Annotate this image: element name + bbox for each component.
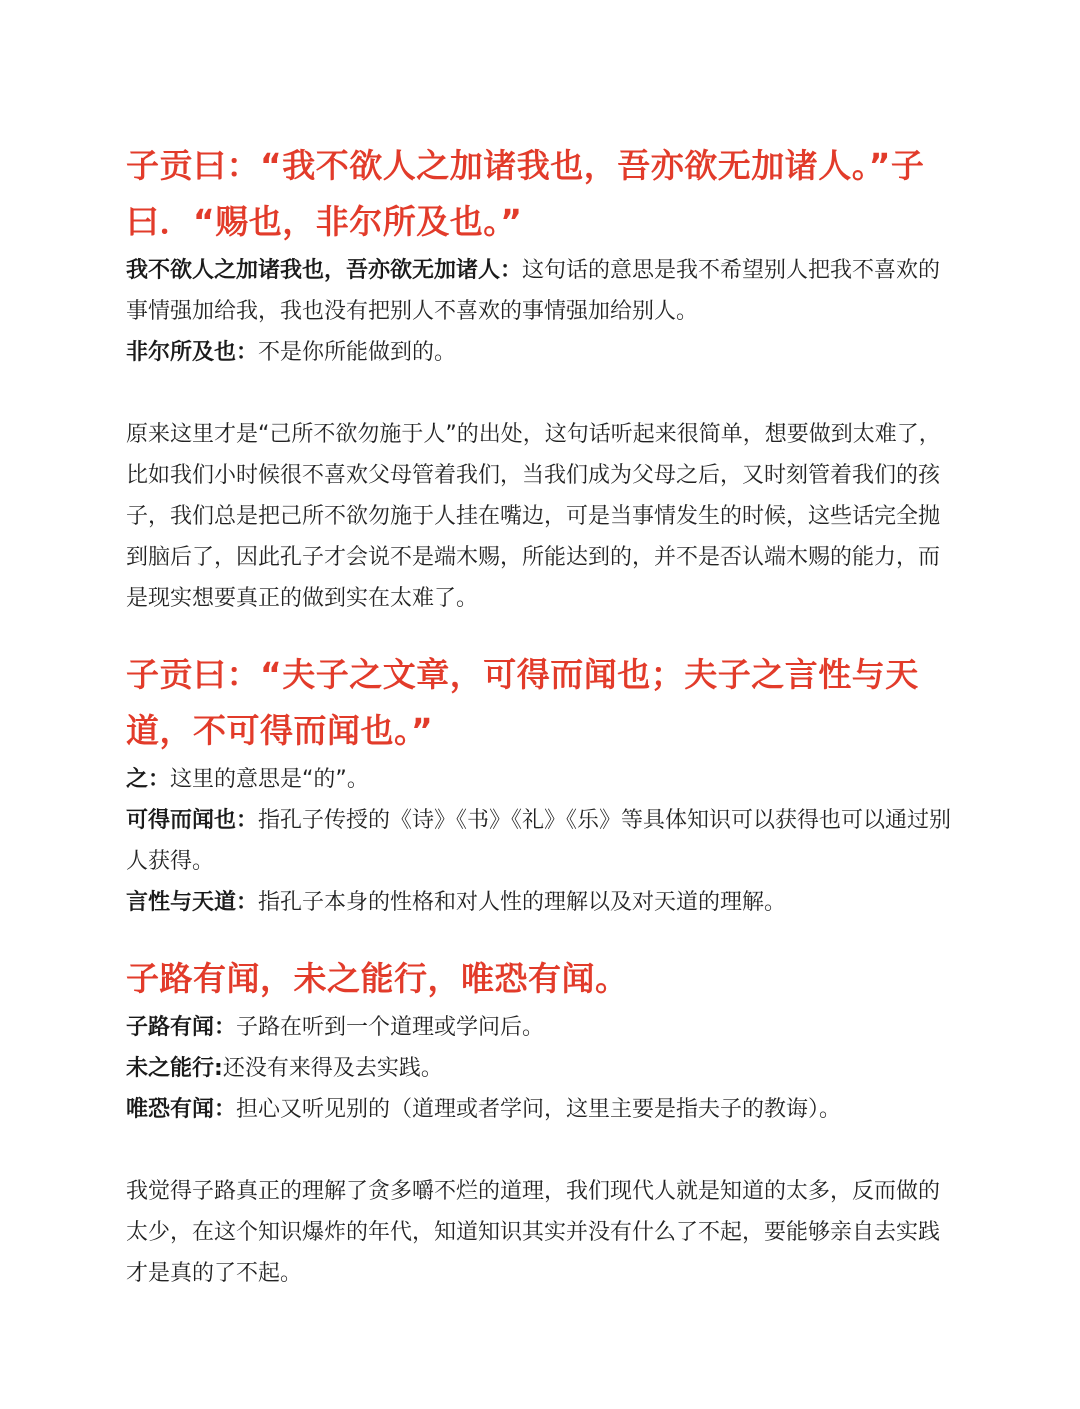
note-3-2 (126, 1048, 956, 1089)
note-2-3 (126, 882, 956, 923)
note-text: 这句话的意思是我不希望别人把我不喜欢的事情强加给我，我也没有把别人不喜欢的事情强加给别人。 (126, 258, 941, 324)
note-term: 可得而闻也 (126, 808, 237, 833)
note-3-3 (126, 1089, 956, 1130)
note-text: 指孔子本身的性格和对人性的理解以及对天道的理解。 (258, 890, 787, 915)
section-title-1: 子贡曰：“我不欲人之加诸我也，吾亦欲无加诸人。”子曰．“赐也，非尔所及也。” (126, 146, 925, 241)
note-separator: ： (500, 258, 523, 283)
note-text: 指孔子传授的《诗》《书》《礼》《乐》等具体知识可以获得也可以通过别人获得。 (126, 808, 952, 874)
note-separator: ： (148, 767, 171, 792)
commentary-1: 原来这里才是“己所不欲勿施于人”的出处，这句话听起来很简单，想要做到太难了，比如我们小时候很不喜欢父母管着我们，当我们成为父母之后，又时刻管着我们的孩子，我们总是把己所不欲勿施于人挂在嘴边，可是当事情发生的时候，这些话完全抛到脑后了，因此孔子才会说不是端木赐，所能达到的，并不是否认端木赐的能力，而是现实想要真正的做到实在太难了。 (126, 422, 941, 611)
note-3-1 (126, 1007, 956, 1048)
commentary-3: 我觉得子路真正的理解了贪多嚼不烂的道理，我们现代人就是知道的太多，反而做的太少，在这个知识爆炸的年代，知道知识其实并没有什么了不起，要能够亲自去实践才是真的了不起。 (126, 1179, 941, 1286)
article-body (126, 138, 956, 1294)
note-2-1 (126, 759, 956, 800)
note-1-2 (126, 332, 956, 373)
section-title-3: 子路有闻，未之能行，唯恐有闻。 (126, 959, 629, 998)
note-term: 子路有闻 (126, 1015, 215, 1040)
note-separator: : (214, 1056, 223, 1081)
note-text: 子路在听到一个道理或学问后。 (236, 1015, 545, 1040)
note-text: 担心又听见别的（道理或者学问，这里主要是指夫子的教诲）。 (236, 1097, 842, 1122)
note-separator: ： (236, 890, 259, 915)
section-title-2: 子贡曰：“夫子之文章，可得而闻也；夫子之言性与天道，不可得而闻也。” (126, 655, 919, 750)
note-separator: ： (214, 1097, 237, 1122)
note-separator: ： (236, 340, 259, 365)
note-term: 言性与天道 (126, 890, 237, 915)
note-text: 还没有来得及去实践。 (222, 1056, 443, 1081)
note-term: 我不欲人之加诸我也，吾亦欲无加诸人 (126, 258, 501, 283)
note-term: 未之能行 (126, 1056, 215, 1081)
note-term: 唯恐有闻 (126, 1097, 215, 1122)
note-text: 不是你所能做到的。 (258, 340, 457, 365)
note-term: 非尔所及也 (126, 340, 237, 365)
note-2-2 (126, 800, 956, 882)
note-term: 之 (126, 767, 149, 792)
note-text: 这里的意思是“的”。 (170, 767, 369, 792)
note-1-1 (126, 250, 956, 332)
note-separator: ： (236, 808, 259, 833)
note-separator: ： (214, 1015, 237, 1040)
